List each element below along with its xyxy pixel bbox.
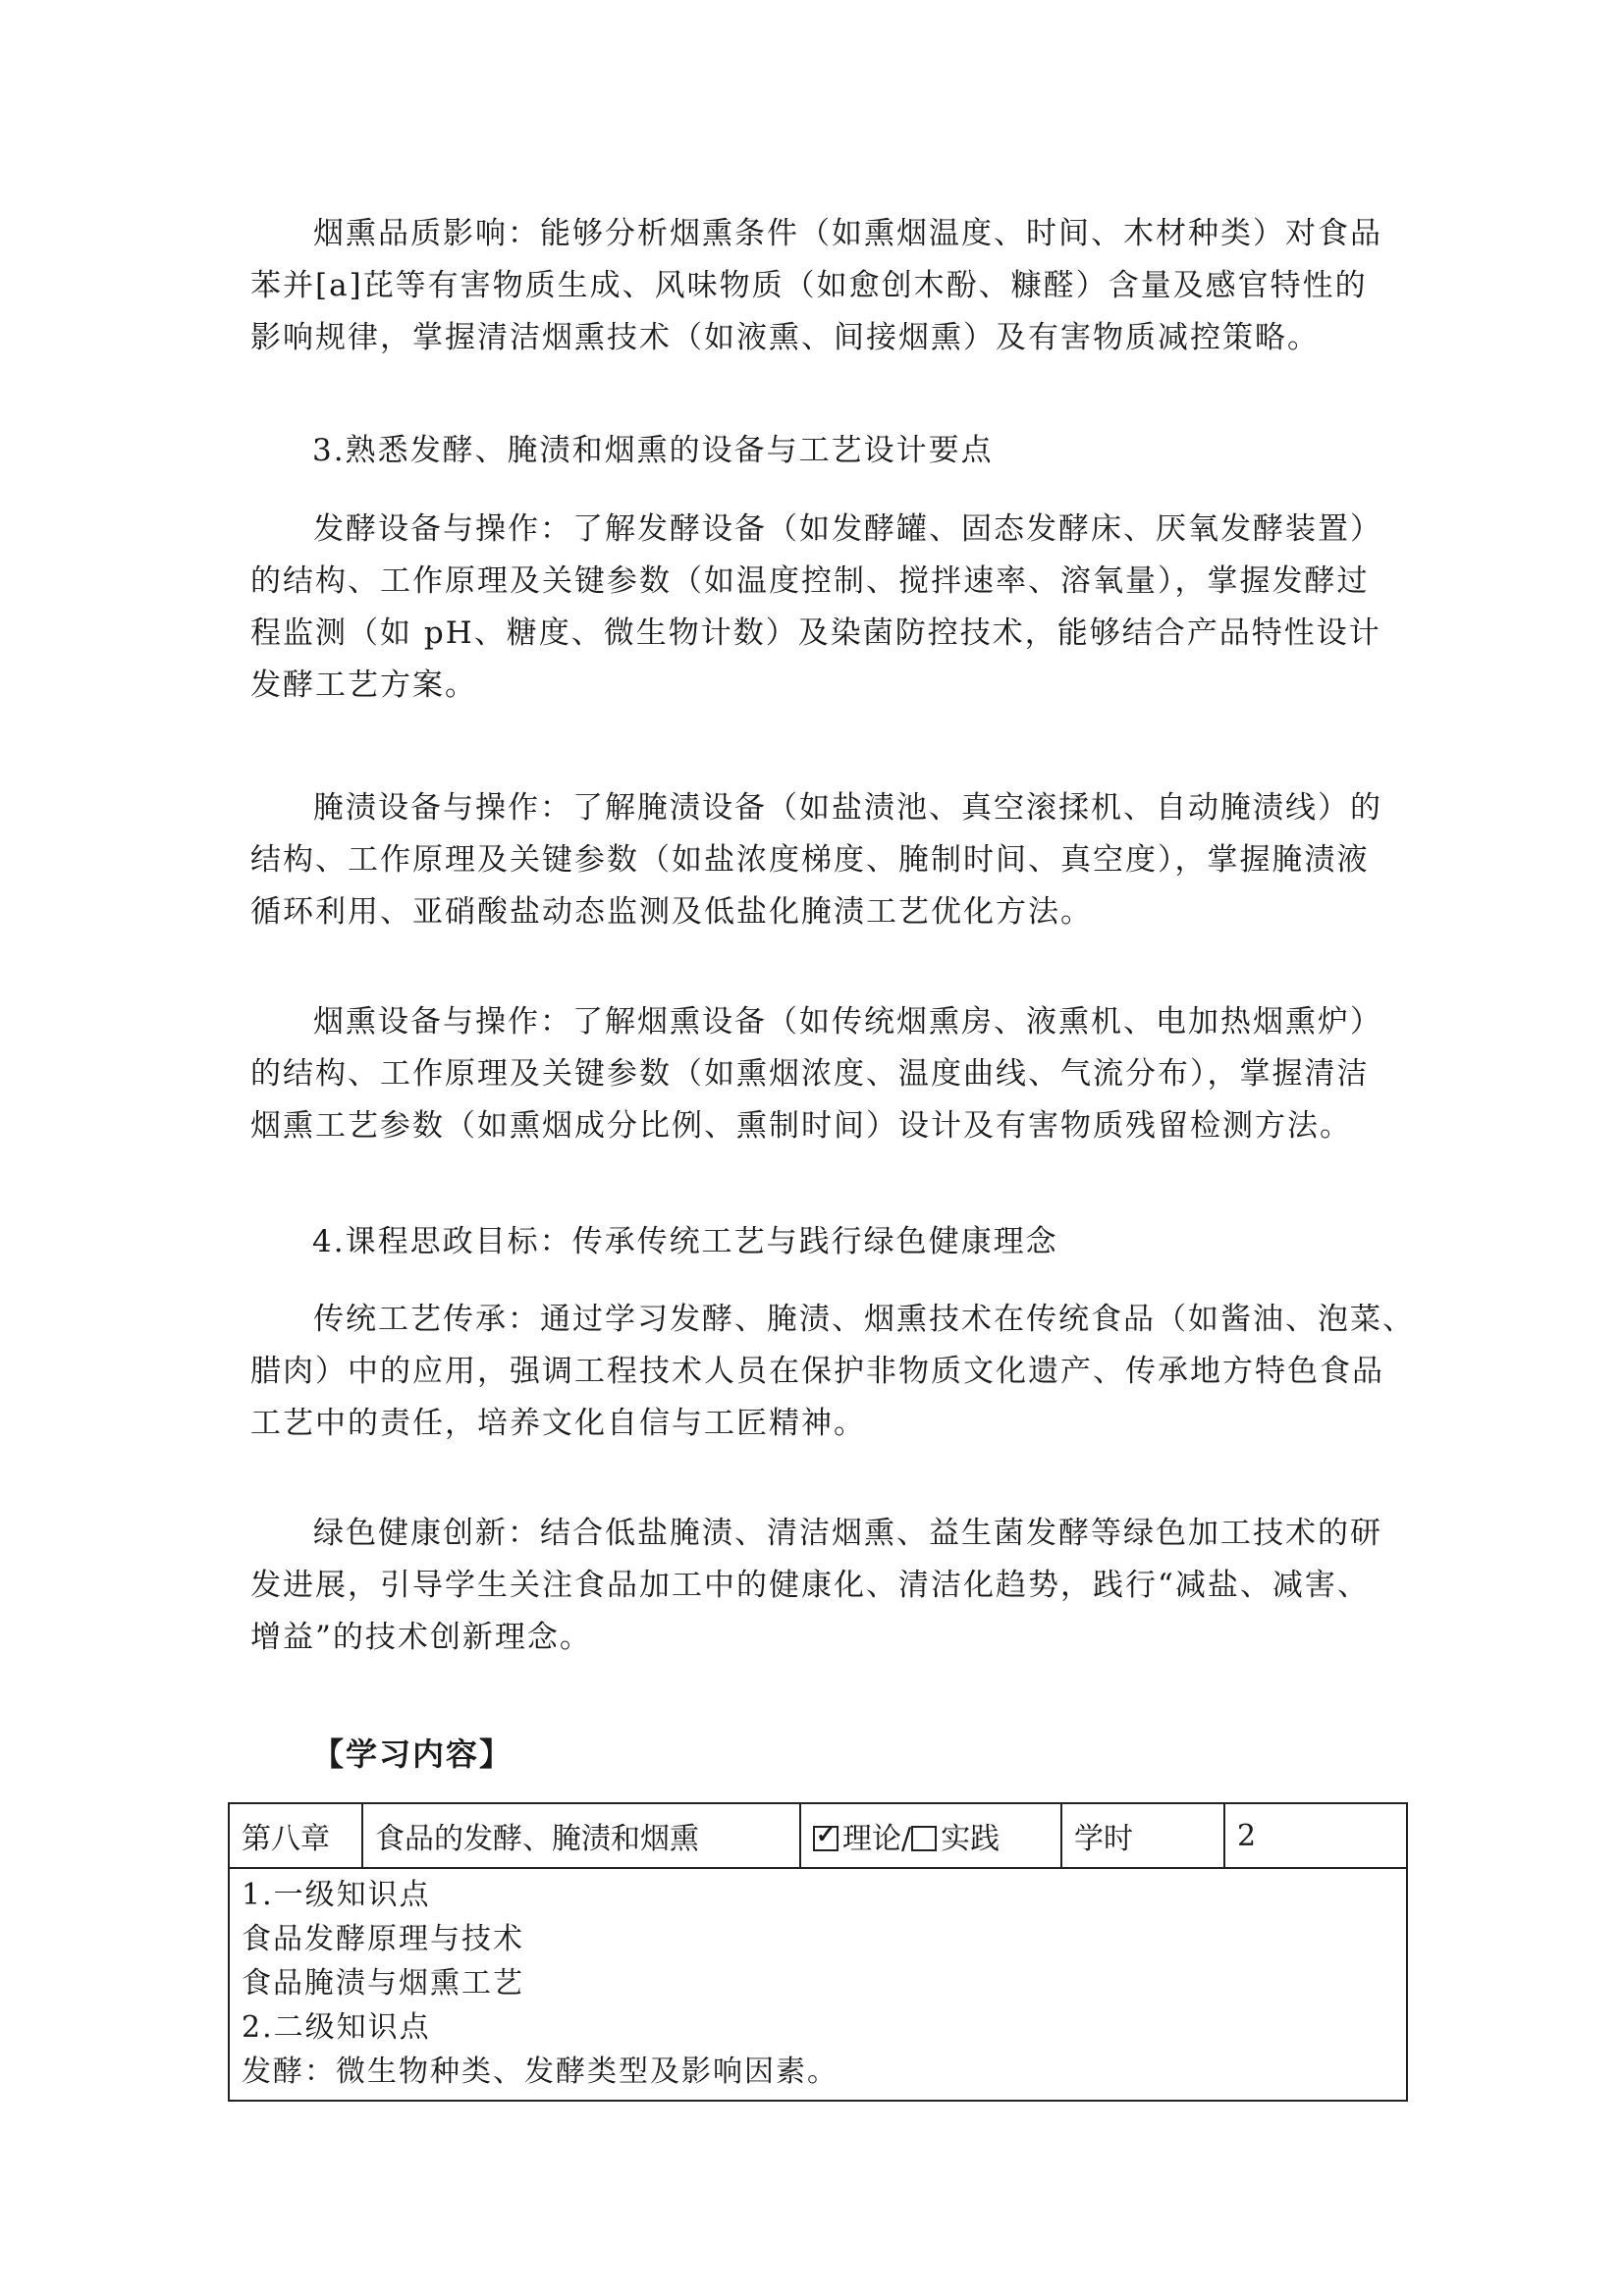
- type-cell: [800, 1803, 1061, 1868]
- text-line: 烟熏品质影响：能够分析烟熏条件（如熏烟温度、时间、木材种类）对食品: [313, 216, 1382, 251]
- text-line: 发酵设备与操作：了解发酵设备（如发酵罐、固态发酵床、厌氧发酵装置）: [313, 511, 1382, 547]
- text-line: 影响规律，掌握清洁烟熏技术（如液熏、间接烟熏）及有害物质减控策略。: [250, 320, 1320, 355]
- knowledge-line: 1.一级知识点: [242, 1878, 431, 1912]
- practice-checkbox[interactable]: [911, 1826, 937, 1851]
- practice-label: 实践: [941, 1822, 1001, 1856]
- text-line: 烟熏设备与操作：了解烟熏设备（如传统烟熏房、液熏机、电加热烟熏炉）: [313, 1004, 1382, 1040]
- heading-equipment-design: 3.熟悉发酵、腌渍和烟熏的设备与工艺设计要点: [312, 433, 994, 468]
- text-line: 腊肉）中的应用，强调工程技术人员在保护非物质文化遗产、传承地方特色食品: [250, 1354, 1384, 1389]
- text-line: 传统工艺传承：通过学习发酵、腌渍、烟熏技术在传统食品（如酱油、泡菜、: [313, 1302, 1415, 1337]
- heading-ideology-goal: 4.课程思政目标：传承传统工艺与践行绿色健康理念: [312, 1224, 1058, 1259]
- text-line: 循环利用、亚硝酸盐动态监测及低盐化腌渍工艺优化方法。: [250, 894, 1093, 930]
- text-line: 程监测（如 pH、糖度、微生物计数）及染菌防控技术，能够结合产品特性设计: [250, 615, 1381, 651]
- text-line: 发进展，引导学生关注食品加工中的健康化、清洁化趋势，践行“减盐、减害、: [250, 1568, 1370, 1603]
- text-line: 的结构、工作原理及关键参数（如温度控制、搅拌速率、溶氧量），掌握发酵过: [250, 563, 1370, 599]
- knowledge-line: 食品腌渍与烟熏工艺: [242, 1966, 524, 2001]
- section-title-learning-content: 【学习内容】: [312, 1735, 514, 1773]
- chapter-cell: 第八章: [229, 1803, 362, 1868]
- text-line: 腌渍设备与操作：了解腌渍设备（如盐渍池、真空滚揉机、自动腌渍线）的: [313, 790, 1382, 826]
- text-line: 发酵工艺方案。: [250, 667, 477, 703]
- paragraph-smoke-equipment: [250, 996, 1380, 1152]
- theory-label: 理论/: [842, 1822, 912, 1856]
- knowledge-line: 2.二级知识点: [242, 2010, 431, 2045]
- hours-value-cell: 2: [1224, 1803, 1407, 1868]
- paragraph-smoke-quality: [250, 208, 1380, 364]
- text-line: 苯并[a]芘等有害物质生成、风味物质（如愈创木酚、糠醛）含量及感官特性的: [250, 268, 1368, 303]
- text-line: 结构、工作原理及关键参数（如盐浓度梯度、腌制时间、真空度），掌握腌渍液: [250, 842, 1370, 878]
- knowledge-line: 食品发酵原理与技术: [242, 1922, 524, 1956]
- knowledge-line: 发酵：微生物种类、发酵类型及影响因素。: [242, 2055, 839, 2089]
- text-line: 工艺中的责任，培养文化自信与工匠精神。: [250, 1406, 866, 1441]
- table-content-row: [229, 1868, 1407, 2101]
- knowledge-points-cell: [229, 1868, 1407, 2101]
- table-header-row: [229, 1803, 1407, 1868]
- text-line: 的结构、工作原理及关键参数（如熏烟浓度、温度曲线、气流分布），掌握清洁: [250, 1056, 1370, 1092]
- paragraph-ferment-equipment: [250, 504, 1380, 712]
- course-table: [228, 1802, 1408, 2102]
- topic-cell: 食品的发酵、腌渍和烟熏: [362, 1803, 800, 1868]
- hours-label-cell: 学时: [1061, 1803, 1224, 1868]
- paragraph-pickle-equipment: [250, 782, 1380, 938]
- theory-checkbox[interactable]: [813, 1826, 839, 1851]
- text-line: 绿色健康创新：结合低盐腌渍、清洁烟熏、益生菌发酵等绿色加工技术的研: [313, 1516, 1382, 1551]
- text-line: 增益”的技术创新理念。: [250, 1620, 592, 1655]
- paragraph-green-health: [250, 1508, 1380, 1664]
- text-line: 烟熏工艺参数（如熏烟成分比例、熏制时间）设计及有害物质残留检测方法。: [250, 1108, 1352, 1144]
- paragraph-tradition: [250, 1294, 1415, 1450]
